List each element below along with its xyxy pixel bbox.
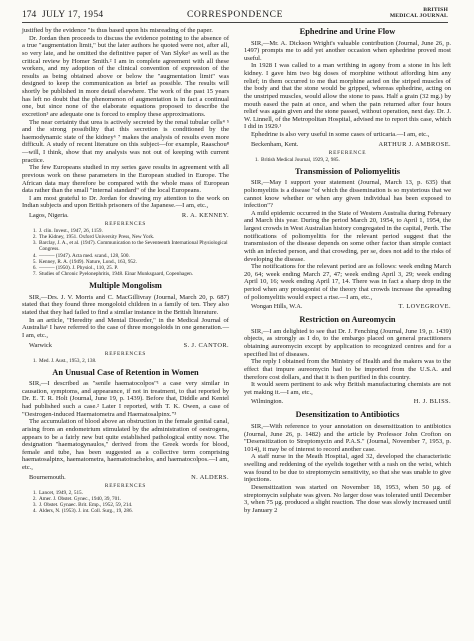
reference-item: 4. Alders, N. (1953). J. int. Coll. Surg., 19, 286. bbox=[38, 508, 229, 514]
reference-item: 5. Kenney, R. A. (1949). Nature, Lond., 163, 952. bbox=[38, 259, 229, 265]
paragraph: SIR,—I described as "senile haematocolpos"¹ a case very similar in causation, symptoms, and appearance, if not in treatment, to that reported by Dr. E. T. R. Holt (Journal, June 19, p. 1439). Before that, Diddle and Kentel had published such a case.² Later I reported, with T. K. Owen, a case of "Oestrogen-induced Haematometra and Haematosalpinx."³ bbox=[22, 380, 229, 418]
issue-date: JULY 17, 1954 bbox=[42, 10, 104, 20]
signature-place: Bournemouth. bbox=[29, 473, 66, 481]
signature-name: S. J. CANTOR. bbox=[183, 341, 229, 349]
left-column bbox=[22, 27, 229, 516]
paragraph: A mild epidemic occurred in the State of Western Australia during February and March this year. During the period March 20, 1954, to April 1, 1954, the largest crowds in West Australian history congregated in the capital, Perth. The notifications of poliomyelitis for the relevant period suggest that the transmission of the disease depends on some other factor than simple contact with an infected person, and that crowding, per se, does not add to the risks of developing the disease. bbox=[244, 209, 451, 263]
letter-title: Transmission of Poliomyelitis bbox=[295, 166, 400, 176]
signature-place: Beckenham, Kent. bbox=[251, 140, 299, 148]
signature-place: Lagos, Nigeria. bbox=[29, 212, 69, 219]
signature-name: T. LOVEGROVE. bbox=[398, 303, 451, 311]
letter-title: Ephedrine and Urine Flow bbox=[299, 27, 396, 36]
reference-item: 1. J. clin. Invest., 1947, 26, 1159. bbox=[38, 228, 229, 234]
page-header bbox=[22, 6, 448, 26]
reference-item: 2. The Kidney, 1951. Oxford University Press, New York. bbox=[38, 234, 229, 240]
letter-title: Desensitization to Antibiotics bbox=[295, 410, 400, 420]
paragraph: Ephedrine is also very useful in some cases of urticaria.—I am, etc., bbox=[251, 131, 430, 138]
signature bbox=[244, 397, 451, 406]
signature-name: ARTHUR J. AMBROSE. bbox=[378, 140, 451, 148]
signature bbox=[22, 211, 229, 220]
journal-name-line2: MEDICAL JOURNAL bbox=[389, 13, 448, 19]
reference-item: 3. Barclay, J. A., et al. (1947). Communication to the Seventeenth International Physiological Congress. bbox=[38, 240, 229, 252]
right-column bbox=[244, 27, 451, 514]
signature bbox=[22, 341, 229, 350]
paragraph: SIR,—May I support your statement (Journal, March 13, p. 635) that poliomyelitis is a disease "of which the dissemination is so mysterious that we cannot know whether or when any given individual has been exposed to infection"? bbox=[244, 179, 451, 210]
page-number: 174 bbox=[22, 10, 37, 20]
reference-list bbox=[22, 228, 229, 277]
letter-title: An Unusual Case of Retention in Women bbox=[52, 367, 199, 377]
paragraph: The notifications for the relevant period are as follows: week ending March 20, 64; week ending March 27, 47; week ending April 3, 29; week ending April 10, 16; week ending April 17, 14. There was in fact a sharp drop in the period when any protagonist of the theory that crowds increase the spreading of poliomyelitis would expect a rise.—I am, etc., bbox=[244, 263, 451, 301]
signature-name: R. A. KENNEY. bbox=[181, 212, 229, 219]
letter-title: Multiple Mongolism bbox=[89, 281, 162, 291]
references-heading: REFERENCES bbox=[104, 221, 147, 227]
paragraph: justified by the evidence "is thus based upon his misreading of the paper. bbox=[22, 27, 213, 34]
paragraph: It would seem pertinent to ask why British manufacturing chemists are not yet making it.—I am, etc., bbox=[244, 381, 451, 396]
paragraph: SIR,—Drs. J. V. Morris and C. MacGillivray (Journal, March 20, p. 687) stated that they found three mongoloid children in a family of ten. They also stated that they had failed to find a similar instance in the British literature. bbox=[22, 293, 229, 316]
paragraph: Dr. Jordan then proceeds to discuss the evidence pointing to the absence of a true "augmentation limit," but the later authors he quoted were not, after all, so very late, and he omitted the definitive paper of Van Slyke¹ as well as the critical review by Homer Smith.² I am in complete agreement with all these workers, and my adoption of the clinical convention of expression of the results as being obtained above or below the "augmentation limit" was designed to keep the communication as brief as possible. The results will shortly be published in more detail elsewhere. The work of the past 15 years has left no doubt that the phenomenon of augmentation is in fact a continual one, but since none of the elaborate equations proposed to describe the excretion³ are adequate one is forced to employ these approximations. bbox=[22, 34, 229, 118]
reference-item: 1. British Medical Journal, 1929, 2, 985. bbox=[260, 157, 451, 163]
signature bbox=[244, 302, 451, 311]
signature bbox=[22, 473, 229, 482]
reference-list bbox=[22, 358, 229, 364]
header-rule bbox=[22, 22, 448, 23]
signature-name: N. ALDERS. bbox=[191, 473, 229, 481]
signature-name: H. J. BLISS. bbox=[413, 398, 451, 406]
paragraph: The accumulation of blood above an obstruction in the female genital canal, arising from an endometrium stimulated by the administration of oestrogens, appears to be a fairly new but quite established pathological entity now. The designation "haematogynaulos," derived from the Greek words for blood, female and tube, has been suggested as a collective term comprising haematosalpinx, haematometra, haematotrachelos, and haematocolpos.—I am, etc., bbox=[22, 418, 229, 472]
signature-place: Warwick bbox=[29, 341, 52, 349]
letter-title: Restriction on Aureomycin bbox=[299, 315, 396, 325]
paragraph: A staff nurse in the Meath Hospital, aged 32, developed the characteristic swelling and reddening of the eyelids together with a rash on the wrist, which was found to be due to streptomycin sensitivity, so that she was unable to give injections. bbox=[244, 453, 451, 484]
reference-item: 4. ——— (1947). Acta med. scand., 128, 500. bbox=[38, 253, 229, 259]
reference-item: 2. Amer. J. Obstet. Gynec., 1940, 39, 701. bbox=[38, 496, 229, 502]
signature bbox=[244, 140, 451, 149]
reference-item: 7. Studies of Chronic Pyelonephritis, 1948. Einar Munksgaard, Copenhagen. bbox=[38, 271, 229, 277]
paragraph: SIR,—I am delighted to see that Dr. J. Fenching (Journal, June 19, p. 1439) objects, as strongly as I do, to the embargo placed on general practitioners obtaining aureomycin except by application to recognized centres and for a specified list of diseases. bbox=[244, 327, 451, 358]
reference-list bbox=[244, 157, 451, 163]
references-heading: REFERENCES bbox=[104, 350, 147, 357]
paragraph: SIR,—With reference to your annotation on desensitization to antibiotics (Journal, June 26, p. 1482) and the article by Professor John Crofton on "Desensitization to Streptomycin and P.A.S." (Journal, November 7, 1953, p. 1014), it may be of interest to record another case. bbox=[244, 422, 451, 453]
paragraph: I am most grateful to Dr. Jordan for drawing my attention to the work on Indian subjects and upon British prisoners of the Japanese.—I am, etc., bbox=[22, 194, 229, 210]
references-heading: REFERENCES bbox=[104, 482, 147, 489]
journal-name-line1: BRITISH bbox=[423, 7, 448, 13]
paragraph: The few Europeans studied in my series gave results in agreement with all previous work on these parameters in the European studied in Europe. The African data may therefore be compared with the whole mass of European data rather than the small "internal standard" of the local Europeans. bbox=[22, 164, 229, 195]
reference-item: 1. Med. J. Aust., 1953, 2, 138. bbox=[38, 358, 229, 364]
references-heading: REFERENCE bbox=[328, 149, 367, 156]
reference-item: 6. ——— (1950). J. Physiol., 110, 25. P. bbox=[38, 265, 229, 271]
paragraph: The reply I obtained from the Ministry of Health and the makers was to the effect that impure aureomycin had to be imported from the U.S.A. and therefore cost dollars, and that it is then purified in this country. bbox=[244, 358, 451, 381]
signature-place: Wongan Hills, W.A. bbox=[251, 303, 303, 311]
journal-name bbox=[390, 7, 448, 19]
paragraph: SIR,—Mr. A. Dickson Wright's valuable contribution (Journal, June 26, p. 1497) prompts me to add yet another occasion when ephedrine proved most useful. bbox=[244, 39, 451, 62]
paragraph: Desensitization was started on November 18, 1953, when 50 µg. of streptomycin sulphate was given. No larger dose was tolerated until December 3, when 75 µg. produced a slight reaction. The dose was slowly increased until by January 2 bbox=[244, 483, 451, 514]
section-title: CORRESPONDENCE bbox=[186, 10, 284, 20]
signature-place: Wilmington. bbox=[251, 398, 284, 406]
reference-item: 1. Lancet, 1949, 2, 515. bbox=[38, 490, 229, 496]
reference-item: 3. J. Obstet. Gynaec. Brit. Emp., 1952, 59, 214. bbox=[38, 502, 229, 508]
paragraph: The near certainty that urea is actively secreted by the renal tubular cells⁴ ⁵ and the strong possibility that this secretion is conditioned by the haemodynamic state of the kidney⁶ ⁷ makes the analysis of results even more difficult. A study of recent literature on this subject—for example, Raaschou⁸—will, I think, show that my analysis was not out of keeping with current practice. bbox=[22, 118, 229, 164]
reference-list bbox=[22, 490, 229, 515]
paragraph: In 1928 I was called to a man writhing in agony from a stone in his left kidney. I gave him two big doses of morphine without affording him any relief; in them occurred to me that morphine acted on the striped muscles of the body and that the stone would be gripped, whereas ephedrine, acting on the unstriped muscles, would allow the stone to pass. Half a grain (32 mg.) by mouth eased the pain at once, and when the pain returned after four hours relief was again given and the stone passed, without operation, next day. Dr. J. W. Linnell, of the Metropolitan Hospital, advised me to report this case, which I did in 1929.¹ bbox=[244, 62, 451, 131]
paragraph: In an article, "Heredity and Mental Disorder," in the Medical Journal of Australia¹ I have referred to the case of three mongoloids in one generation.—I am, etc., bbox=[22, 316, 229, 339]
